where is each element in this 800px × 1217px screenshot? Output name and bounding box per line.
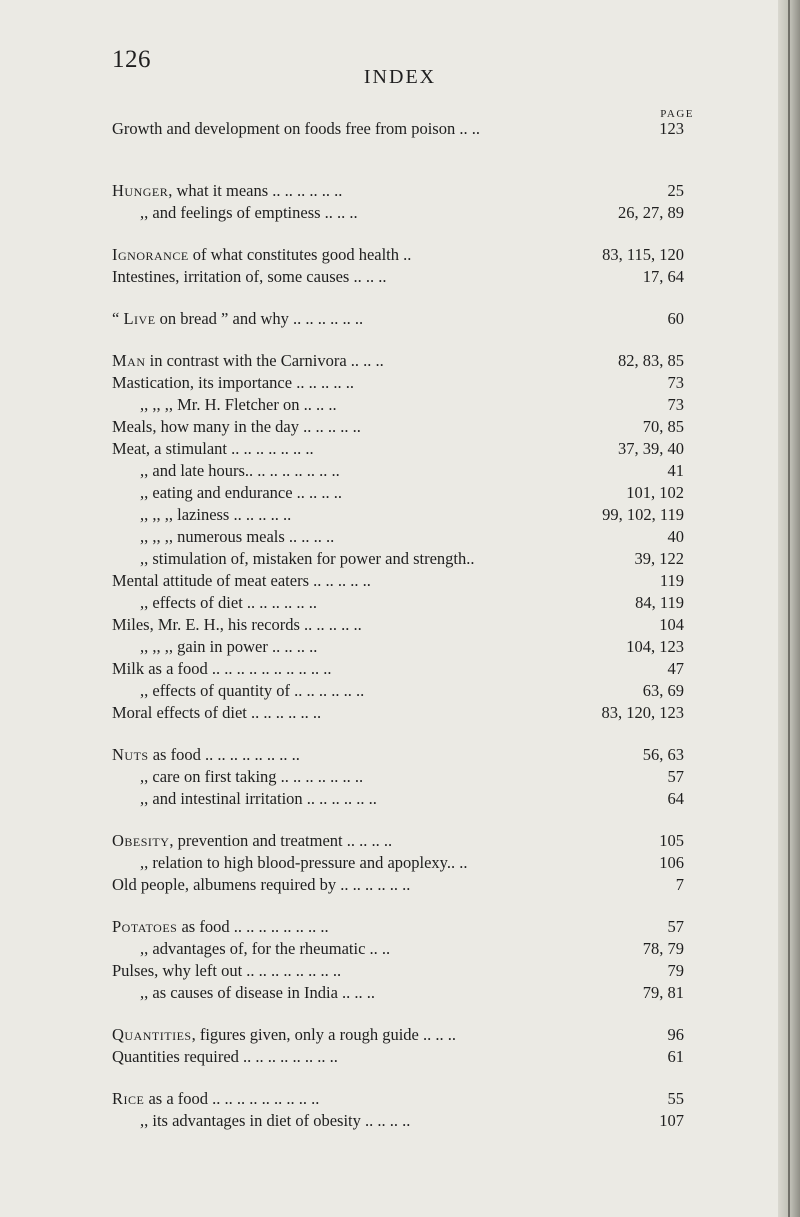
- entry-pages: 104: [659, 615, 684, 634]
- entry-pages: 47: [667, 659, 684, 678]
- entry-label: Meat, a stimulant .. .. .. .. .. .. ..: [112, 439, 314, 458]
- index-entry: [0, 438, 800, 460]
- entry-pages: 39, 122: [634, 549, 684, 568]
- entry-pages: 79: [667, 961, 684, 980]
- entry-label: ,, ,, ,, gain in power .. .. .. ..: [140, 637, 318, 656]
- entry-quote: “: [112, 309, 124, 328]
- entry-pages: 41: [667, 461, 684, 480]
- index-entry: [0, 372, 800, 394]
- entry-label: [112, 744, 300, 766]
- entry-label: ,, and feelings of emptiness .. .. ..: [140, 203, 358, 222]
- entry-label: Pulses, why left out .. .. .. .. .. .. .. ..: [112, 961, 342, 980]
- entry-pages: 57: [667, 767, 684, 786]
- entry-pages: 25: [667, 181, 684, 200]
- index-entry: [0, 548, 800, 570]
- entry-label: Mastication, its importance .. .. .. .. ..: [112, 373, 354, 392]
- entry-pages: 104, 123: [626, 637, 684, 656]
- index-entry: [0, 350, 800, 372]
- index-entry: [0, 1110, 800, 1132]
- index-entry: [0, 1088, 800, 1110]
- entry-heading: Obesity: [112, 831, 170, 850]
- entry-pages: 106: [659, 853, 684, 872]
- entry-label: [112, 1024, 456, 1046]
- entry-text: of what constitutes good health ..: [188, 245, 412, 264]
- entry-pages: 63, 69: [642, 681, 684, 700]
- index-entry: [0, 394, 800, 416]
- index-entry: [0, 482, 800, 504]
- entry-label: Old people, albumens required by .. .. .. .. .. ..: [112, 875, 411, 894]
- entry-pages: 83, 120, 123: [601, 703, 684, 722]
- entry-heading: Nuts: [112, 745, 149, 764]
- entry-label: ,, and late hours.. .. .. .. .. .. .. ..: [140, 461, 340, 480]
- page-edge-line: [788, 0, 790, 1217]
- entry-pages: 64: [667, 789, 684, 808]
- entry-pages: 82, 83, 85: [618, 351, 684, 370]
- page-number: 126: [112, 46, 151, 73]
- entry-heading: Rice: [112, 1089, 145, 1108]
- index-entry: [0, 852, 800, 874]
- index-entry: [0, 680, 800, 702]
- index-entry: [0, 416, 800, 438]
- entry-label: ,, effects of diet .. .. .. .. .. ..: [140, 593, 318, 612]
- index-entry: [0, 202, 800, 224]
- entry-heading: Live: [123, 309, 156, 328]
- index-entry: [0, 744, 800, 766]
- entry-text: , figures given, only a rough guide .. .. ..: [191, 1025, 456, 1044]
- index-entry: [0, 526, 800, 548]
- entry-label: Moral effects of diet .. .. .. .. .. ..: [112, 703, 322, 722]
- entry-pages: 17, 64: [642, 267, 684, 286]
- entry-label: [112, 350, 384, 372]
- entry-label: Growth and development on foods free from poison .. ..: [112, 119, 480, 138]
- entry-pages: 83, 115, 120: [602, 245, 684, 264]
- index-entry: [0, 830, 800, 852]
- entry-heading: Hunger: [112, 181, 169, 200]
- entry-pages: 119: [659, 571, 684, 590]
- entry-label: ,, ,, ,, Mr. H. Fletcher on .. .. ..: [140, 395, 337, 414]
- entry-pages: 60: [667, 309, 684, 328]
- index-entry: [0, 636, 800, 658]
- index-entry: [0, 916, 800, 938]
- entry-pages: 7: [675, 875, 684, 894]
- index-entry: [0, 244, 800, 266]
- index-entry: [0, 308, 800, 330]
- entry-pages: 26, 27, 89: [618, 203, 684, 222]
- entry-heading: Ignorance: [112, 245, 189, 264]
- index-entry: [0, 788, 800, 810]
- index-entry: [0, 614, 800, 636]
- index-entry: [0, 266, 800, 288]
- entry-pages: 78, 79: [642, 939, 684, 958]
- entry-pages: 57: [667, 917, 684, 936]
- entry-pages: 56, 63: [642, 745, 684, 764]
- entry-heading: Potatoes: [112, 917, 178, 936]
- entry-heading: Man: [112, 351, 146, 370]
- entry-pages: 70, 85: [642, 417, 684, 436]
- index-entry: [0, 504, 800, 526]
- index-entry: [0, 460, 800, 482]
- entry-heading: Quantities: [112, 1025, 192, 1044]
- entry-text: on bread ” and why .. .. .. .. .. ..: [155, 309, 364, 328]
- entry-text: , what it means .. .. .. .. .. ..: [168, 181, 343, 200]
- entry-label: ,, relation to high blood-pressure and apoplexy.. ..: [140, 853, 468, 872]
- entry-label: [112, 916, 329, 938]
- entry-pages: 73: [667, 373, 684, 392]
- entry-label: Quantities required .. .. .. .. .. .. .. ..: [112, 1047, 338, 1066]
- entry-label: ,, ,, ,, numerous meals .. .. .. ..: [140, 527, 335, 546]
- entry-label: Intestines, irritation of, some causes .. .. ..: [112, 267, 387, 286]
- entry-label: [112, 308, 363, 330]
- index-entry: [0, 1046, 800, 1068]
- entry-pages: 40: [667, 527, 684, 546]
- index-entry: [0, 766, 800, 788]
- index-entry: [0, 118, 800, 140]
- entry-pages: 55: [667, 1089, 684, 1108]
- entry-pages: 84, 119: [635, 593, 684, 612]
- entry-text: as a food .. .. .. .. .. .. .. .. ..: [144, 1089, 320, 1108]
- entry-label: [112, 244, 411, 266]
- entry-label: ,, advantages of, for the rheumatic .. ..: [140, 939, 391, 958]
- entry-text: , prevention and treatment .. .. .. ..: [169, 831, 393, 850]
- entry-pages: 37, 39, 40: [618, 439, 684, 458]
- entry-label: ,, eating and endurance .. .. .. ..: [140, 483, 343, 502]
- entry-label: ,, effects of quantity of .. .. .. .. .. ..: [140, 681, 365, 700]
- index-entry: [0, 592, 800, 614]
- page-column-label: PAGE: [660, 108, 694, 120]
- running-title: INDEX: [363, 66, 437, 88]
- entry-label: ,, ,, ,, laziness .. .. .. .. ..: [140, 505, 292, 524]
- index-entry: [0, 938, 800, 960]
- entry-text: as food .. .. .. .. .. .. .. ..: [148, 745, 300, 764]
- entry-pages: 101, 102: [626, 483, 684, 502]
- entry-text: in contrast with the Carnivora .. .. ..: [145, 351, 384, 370]
- entry-pages: 73: [667, 395, 684, 414]
- entry-label: [112, 1088, 319, 1110]
- index-entry: [0, 874, 800, 896]
- entry-label: [112, 180, 342, 202]
- entry-label: [112, 830, 392, 852]
- entry-label: ,, and intestinal irritation .. .. .. .. .. ..: [140, 789, 377, 808]
- entry-pages: 105: [659, 831, 684, 850]
- entry-label: Meals, how many in the day .. .. .. .. ..: [112, 417, 361, 436]
- entry-pages: 123: [659, 119, 684, 138]
- entry-pages: 96: [667, 1025, 684, 1044]
- entry-label: ,, stimulation of, mistaken for power and strength..: [140, 549, 475, 568]
- entry-label: ,, its advantages in diet of obesity .. .. .. ..: [140, 1111, 411, 1130]
- entry-text: as food .. .. .. .. .. .. .. ..: [177, 917, 329, 936]
- entry-label: Milk as a food .. .. .. .. .. .. .. .. .. ..: [112, 659, 332, 678]
- entry-label: Miles, Mr. E. H., his records .. .. .. .. ..: [112, 615, 362, 634]
- entry-pages: 61: [667, 1047, 684, 1066]
- index-entry: [0, 180, 800, 202]
- index-entry: [0, 982, 800, 1004]
- entry-pages: 107: [659, 1111, 684, 1130]
- entry-pages: 79, 81: [642, 983, 684, 1002]
- entry-pages: 99, 102, 119: [602, 505, 684, 524]
- entry-label: ,, as causes of disease in India .. .. ..: [140, 983, 376, 1002]
- index-entry: [0, 702, 800, 724]
- index-entry: [0, 658, 800, 680]
- index-entry: [0, 1024, 800, 1046]
- index-entry: [0, 570, 800, 592]
- index-entry: [0, 960, 800, 982]
- entry-label: Mental attitude of meat eaters .. .. .. .. ..: [112, 571, 371, 590]
- entry-label: ,, care on first taking .. .. .. .. .. .. ..: [140, 767, 364, 786]
